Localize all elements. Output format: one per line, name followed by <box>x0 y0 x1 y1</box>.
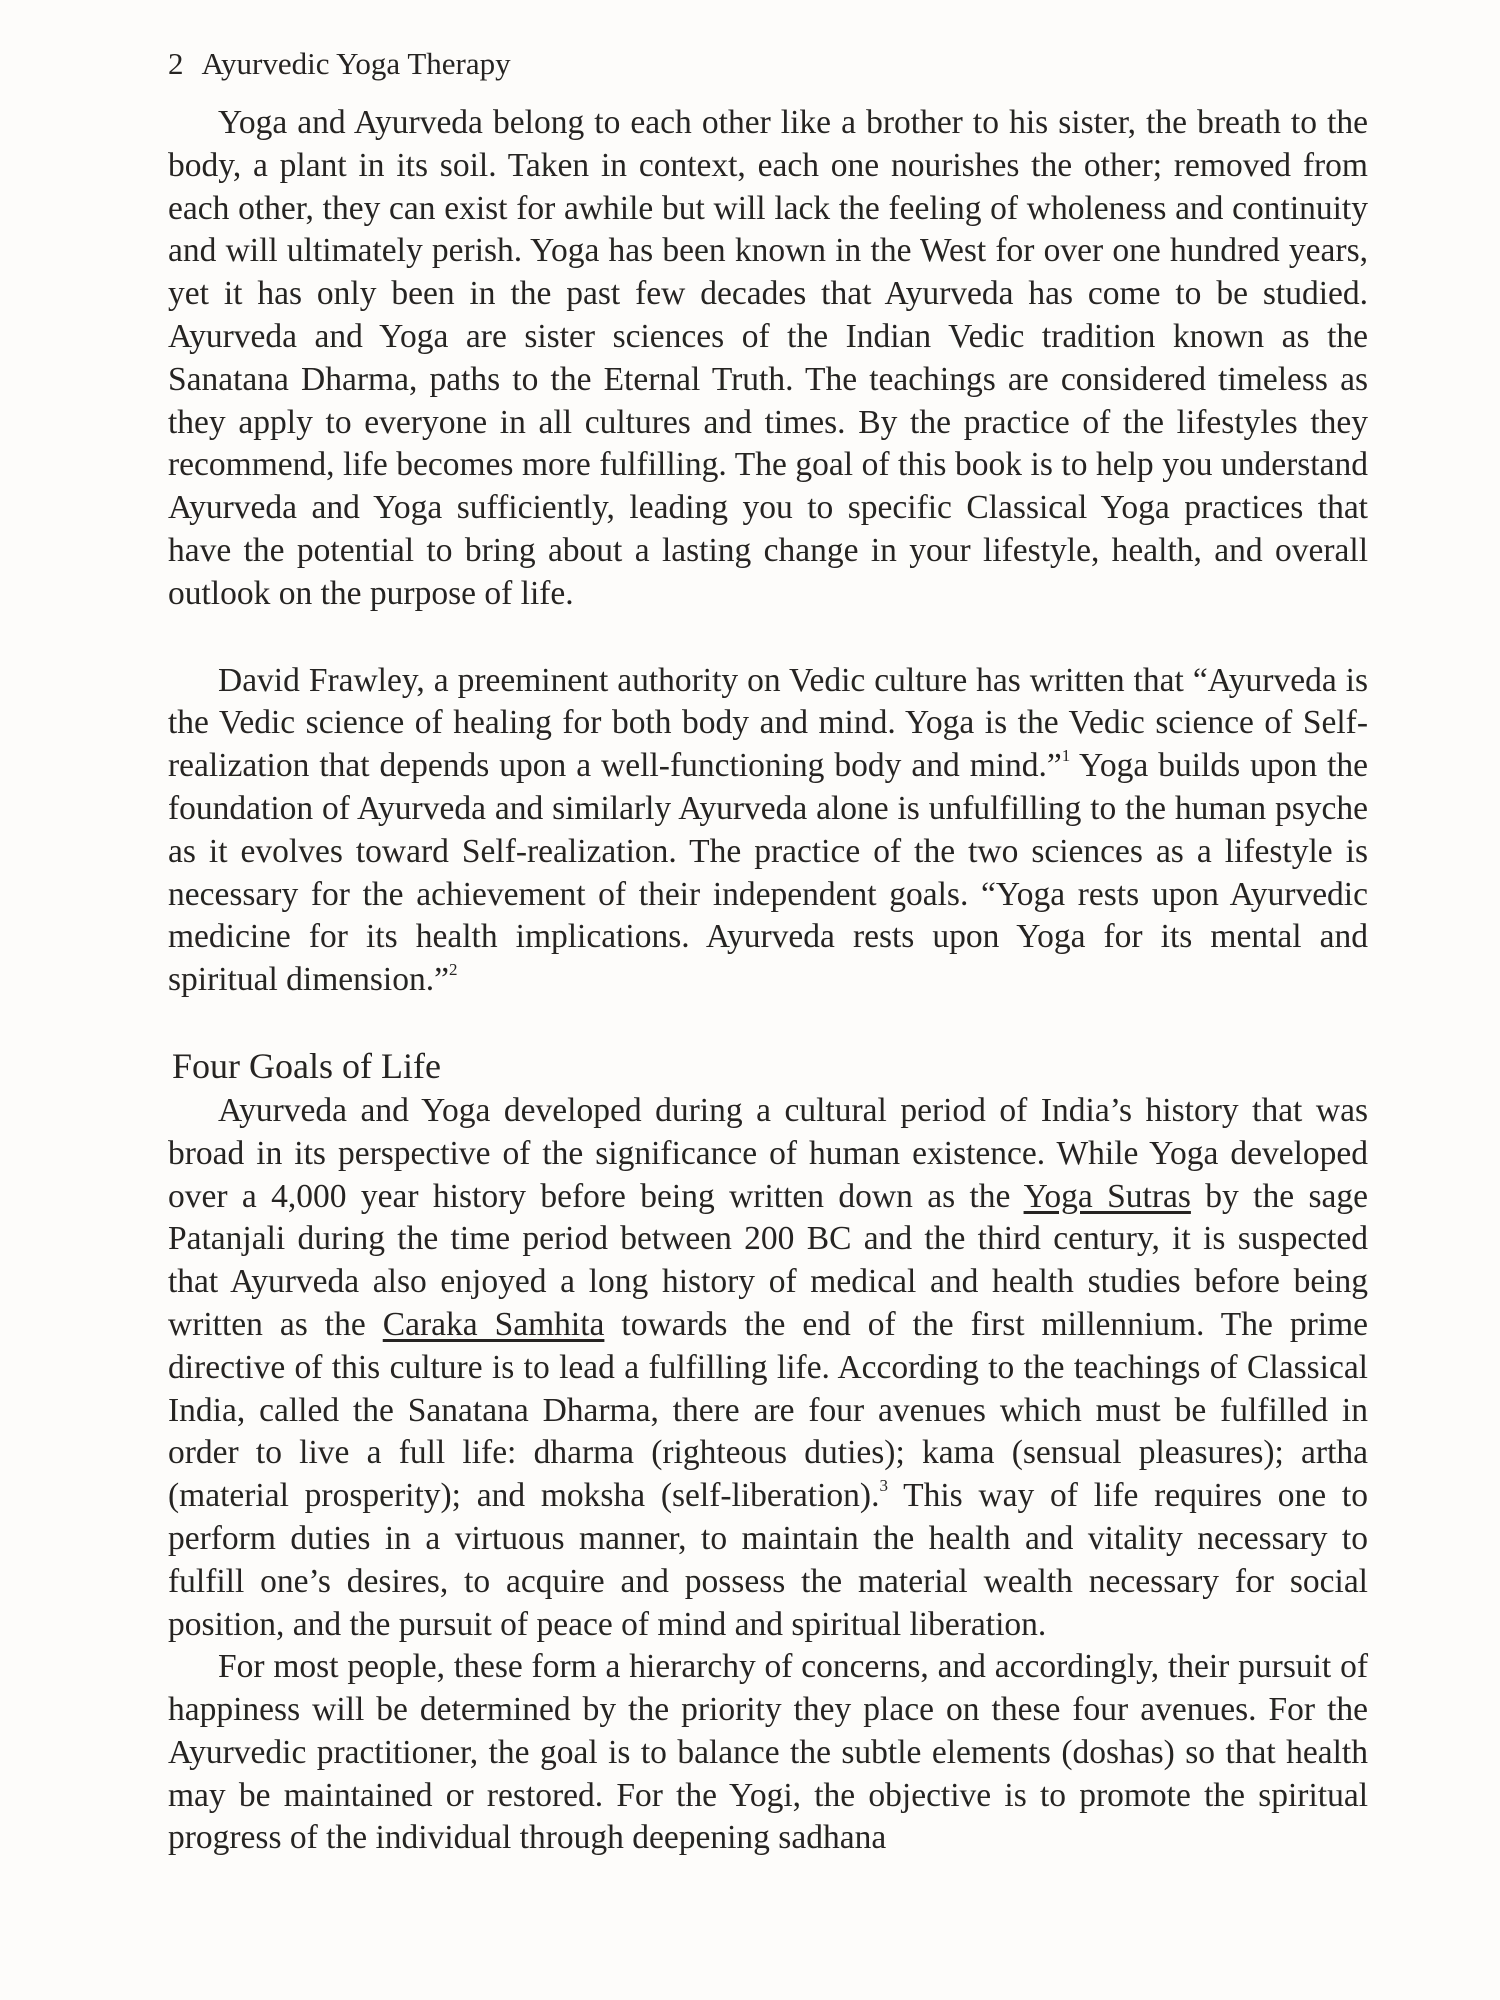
running-head-title: Ayurvedic Yoga Therapy <box>201 46 511 81</box>
paragraph-text: Yoga builds upon the foundation of Ayurveda and similarly Ayurveda alone is unfulfilling to the human psyche as it evolves toward Self-realization. The practice of the two sciences as a lifestyle is necessary for the achievement of their independent goals. “Yoga rests upon Ayurvedic medicine for its health implications. Ayurveda rests upon Yoga for its mental and spiritual dimension.” <box>168 747 1368 999</box>
footnote-ref-1: 1 <box>1061 746 1071 766</box>
paragraph-text: Ayurveda and Yoga developed during a cultural period of India’s history that was broad in its perspective of the significance of human existence. While Yoga developed over a 4,000 year history before being written down as the <box>168 1091 1368 1215</box>
paragraph-text: This way of life requires one to perform duties in a virtuous manner, to maintain the health and vitality necessary to fulfill one’s desires, to acquire and possess the material wealth necessary for social position, and the pursuit of peace of mind and spiritual liberation. <box>168 1477 1368 1643</box>
paragraph-text: towards the end of the first millennium. The prime directive of this culture is to lead a fulfilling life. According to the teachings of Classical India, called the Sanatana Dharma, there are four avenues which must be fulfilled in order to live a full life: dharma (righteous duties); kama (sensual pleasures); artha (material prosperity); and moksha (self-liberation). <box>168 1305 1368 1515</box>
book-title-yoga-sutras: Yoga Sutras <box>1023 1177 1191 1215</box>
footnote-ref-2: 2 <box>449 960 458 980</box>
paragraph-four-goals <box>168 1090 1368 1646</box>
page-number: 2 <box>168 46 184 81</box>
paragraph-text: by the sage Patanjali during the time period between 200 BC and the third century, it is suspected that Ayurveda also enjoyed a long history of medical and health studies before being written as the <box>168 1177 1368 1343</box>
paragraph-text: David Frawley, a preeminent authority on Vedic culture has written that “Ayurveda is the Vedic science of healing for both body and mind. Yoga is the Vedic science of Self-realization that depends upon a well-functioning body and mind.” <box>168 661 1368 785</box>
paragraph-frawley-quote <box>168 660 1368 1002</box>
paragraph-hierarchy: For most people, these form a hierarchy of concerns, and accordingly, their pursuit of happiness will be determined by the priority they place on these four avenues. For the Ayurvedic practitioner, the goal is to balance the subtle elements (doshas) so that health may be maintained or restored. For the Yogi, the objective is to promote the spiritual progress of the individual through deepening sadhana <box>168 1648 1368 1857</box>
paragraph-yoga-ayurveda: Yoga and Ayurveda belong to each other like a brother to his sister, the breath to the body, a plant in its soil. Taken in context, each one nourishes the other; removed from each other, they can exist for awhile but will lack the feeling of wholeness and continuity and will ultimately perish. Yoga has been known in the West for over one hundred years, yet it has only been in the past few decades that Ayurveda has come to be studied. Ayurveda and Yoga are sister sciences of the Indian Vedic tradition known as the Sanatana Dharma, paths to the Eternal Truth. The teachings are considered timeless as they apply to everyone in all cultures and times. By the practice of the lifestyles they recommend, life becomes more fulfilling. The goal of this book is to help you understand Ayurveda and Yoga sufficiently, leading you to specific Classical Yoga practices that have the potential to bring about a lasting change in your lifestyle, health, and overall outlook on the purpose of life. <box>168 104 1368 612</box>
book-title-caraka-samhita: Caraka Samhita <box>382 1305 605 1343</box>
running-head <box>168 44 1368 84</box>
section-heading: Four Goals of Life <box>172 1045 441 1086</box>
footnote-ref-3: 3 <box>879 1476 888 1496</box>
